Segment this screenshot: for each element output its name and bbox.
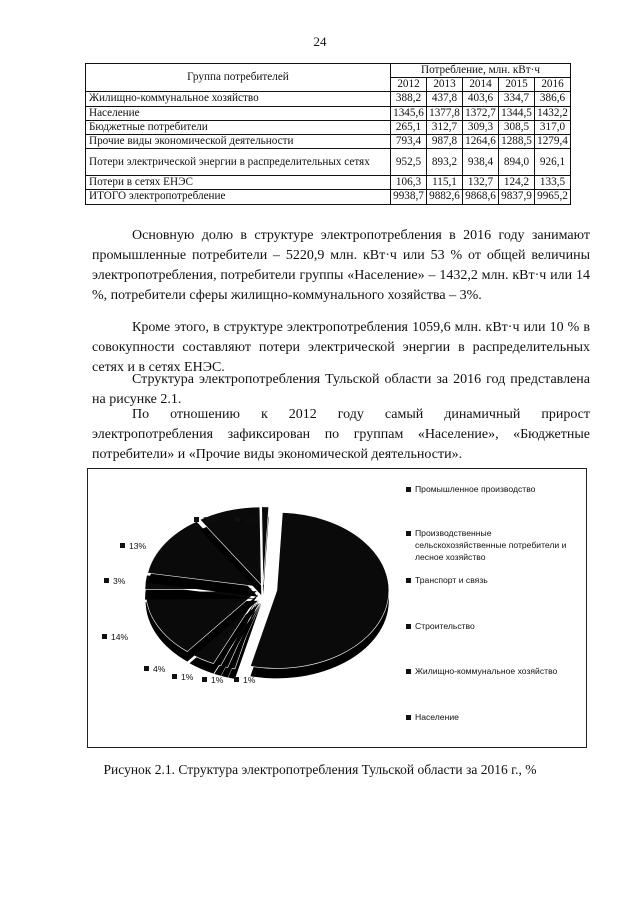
legend-item: Строительство [406, 620, 584, 632]
year-header: 2014 [463, 78, 499, 92]
slice-label: 1% [234, 675, 255, 685]
row-name: Потери в сетях ЕНЭС [86, 176, 391, 190]
cell-value: 952,5 [391, 149, 427, 176]
table-row [86, 120, 571, 134]
cell-value: 1279,4 [535, 135, 571, 149]
cell-value: 1377,8 [427, 106, 463, 120]
cell-value: 9882,6 [427, 190, 463, 204]
row-name: Прочие виды экономической деятельности [86, 135, 391, 149]
cell-value: 9837,9 [499, 190, 535, 204]
group-header: Группа потребителей [86, 64, 391, 92]
figure-caption: Рисунок 2.1. Структура электропотребления Тульской области за 2016 г., % [103, 762, 537, 777]
cell-value: 265,1 [391, 120, 427, 134]
paragraph-text: Основную долю в структуре электропотребления в 2016 году занимают промышленные потребители – 5220,9 млн. кВт·ч или 53 % от общей величины электропотребления, потребители группы «Население» – 1432,2 млн. кВт·ч или 14 %, потребители сферы жилищно-коммунального хозяйства – 3%. [92, 228, 590, 303]
slice-marker [104, 578, 109, 583]
paragraph [92, 405, 590, 465]
slice-label: 14% [102, 632, 128, 642]
pie-chart-svg [88, 469, 586, 747]
pie-slices [145, 507, 389, 679]
slice-label: 3% [104, 576, 125, 586]
cell-value: 106,3 [391, 176, 427, 190]
slice-marker [194, 517, 199, 522]
slice-marker [102, 634, 107, 639]
table-row [86, 149, 571, 176]
consumption-header: Потребление, млн. кВт·ч [391, 64, 571, 78]
paragraph-text: Кроме этого, в структуре электропотребления 1059,6 млн. кВт·ч или 10 % в совокупности составляют потери электрической энергии в распределительных сетях и в сетях ЕНЭС. [92, 320, 590, 375]
table-header-row [86, 64, 571, 78]
row-name: Потери электрической энергии в распределительных сетях [86, 149, 391, 176]
cell-value: 1345,6 [391, 106, 427, 120]
legend-item: Промышленное производство [406, 483, 584, 495]
page-number: 24 [313, 34, 327, 49]
slice-marker [235, 517, 240, 522]
slice-marker [120, 543, 125, 548]
slice-label: 13% [120, 541, 146, 551]
slice-marker [234, 677, 239, 682]
paragraph [92, 318, 590, 378]
slice-label: 1% [235, 515, 256, 525]
legend-marker [406, 715, 411, 720]
cell-value: 9868,6 [463, 190, 499, 204]
legend-marker [406, 669, 411, 674]
legend-marker [406, 487, 411, 492]
slice-marker [144, 666, 149, 671]
year-header: 2013 [427, 78, 463, 92]
legend-marker [406, 624, 411, 629]
legend-item: Жилищно-коммунальное хозяйство [406, 665, 584, 677]
cell-value: 926,1 [535, 149, 571, 176]
cell-value: 1432,2 [535, 106, 571, 120]
slice-label: 9% [194, 515, 215, 525]
cell-value: 317,0 [535, 120, 571, 134]
cell-value: 1288,5 [499, 135, 535, 149]
cell-value: 124,2 [499, 176, 535, 190]
legend-marker [406, 578, 411, 583]
table-row [86, 106, 571, 120]
cell-value: 403,6 [463, 92, 499, 106]
cell-value: 115,1 [427, 176, 463, 190]
cell-value: 1264,6 [463, 135, 499, 149]
cell-value: 9938,7 [391, 190, 427, 204]
cell-value: 388,2 [391, 92, 427, 106]
consumption-table [85, 63, 571, 205]
table-row [86, 135, 571, 149]
table-row [86, 92, 571, 106]
slice-label: 4% [144, 664, 165, 674]
slice-marker [172, 674, 177, 679]
table-row [86, 176, 571, 190]
cell-value: 793,4 [391, 135, 427, 149]
pie-chart [87, 468, 587, 748]
cell-value: 1344,5 [499, 106, 535, 120]
row-name: ИТОГО электропотребление [86, 190, 391, 204]
cell-value: 9965,2 [535, 190, 571, 204]
slice-label: 1% [172, 672, 193, 682]
cell-value: 308,5 [499, 120, 535, 134]
row-name: Население [86, 106, 391, 120]
paragraph [92, 370, 590, 410]
cell-value: 893,2 [427, 149, 463, 176]
table-total-row [86, 190, 571, 204]
cell-value: 312,7 [427, 120, 463, 134]
slice-marker [202, 677, 207, 682]
legend-marker [406, 531, 411, 536]
year-header: 2016 [535, 78, 571, 92]
legend-item: Производственные сельскохозяйственные потребители и лесное хозяйство [406, 527, 584, 563]
cell-value: 437,8 [427, 92, 463, 106]
row-name: Бюджетные потребители [86, 120, 391, 134]
pie-slice [262, 507, 269, 585]
cell-value: 386,6 [535, 92, 571, 106]
year-header: 2015 [499, 78, 535, 92]
legend-item: Население [406, 711, 584, 723]
cell-value: 938,4 [463, 149, 499, 176]
paragraph [92, 226, 590, 306]
cell-value: 987,8 [427, 135, 463, 149]
row-name: Жилищно-коммунальное хозяйство [86, 92, 391, 106]
slice-label: 1% [202, 675, 223, 685]
cell-value: 1372,7 [463, 106, 499, 120]
cell-value: 894,0 [499, 149, 535, 176]
paragraph-text: По отношению к 2012 году самый динамичный прирост электропотребления зафиксирован по группам «Население», «Бюджетные потребители» и «Прочие виды экономической деятельности». [92, 407, 590, 462]
cell-value: 132,7 [463, 176, 499, 190]
cell-value: 334,7 [499, 92, 535, 106]
legend-item: Транспорт и связь [406, 574, 584, 586]
cell-value: 309,3 [463, 120, 499, 134]
year-header: 2012 [391, 78, 427, 92]
paragraph-text: Структура электропотребления Тульской области за 2016 год представлена на рисунке 2.1. [92, 372, 590, 407]
cell-value: 133,5 [535, 176, 571, 190]
